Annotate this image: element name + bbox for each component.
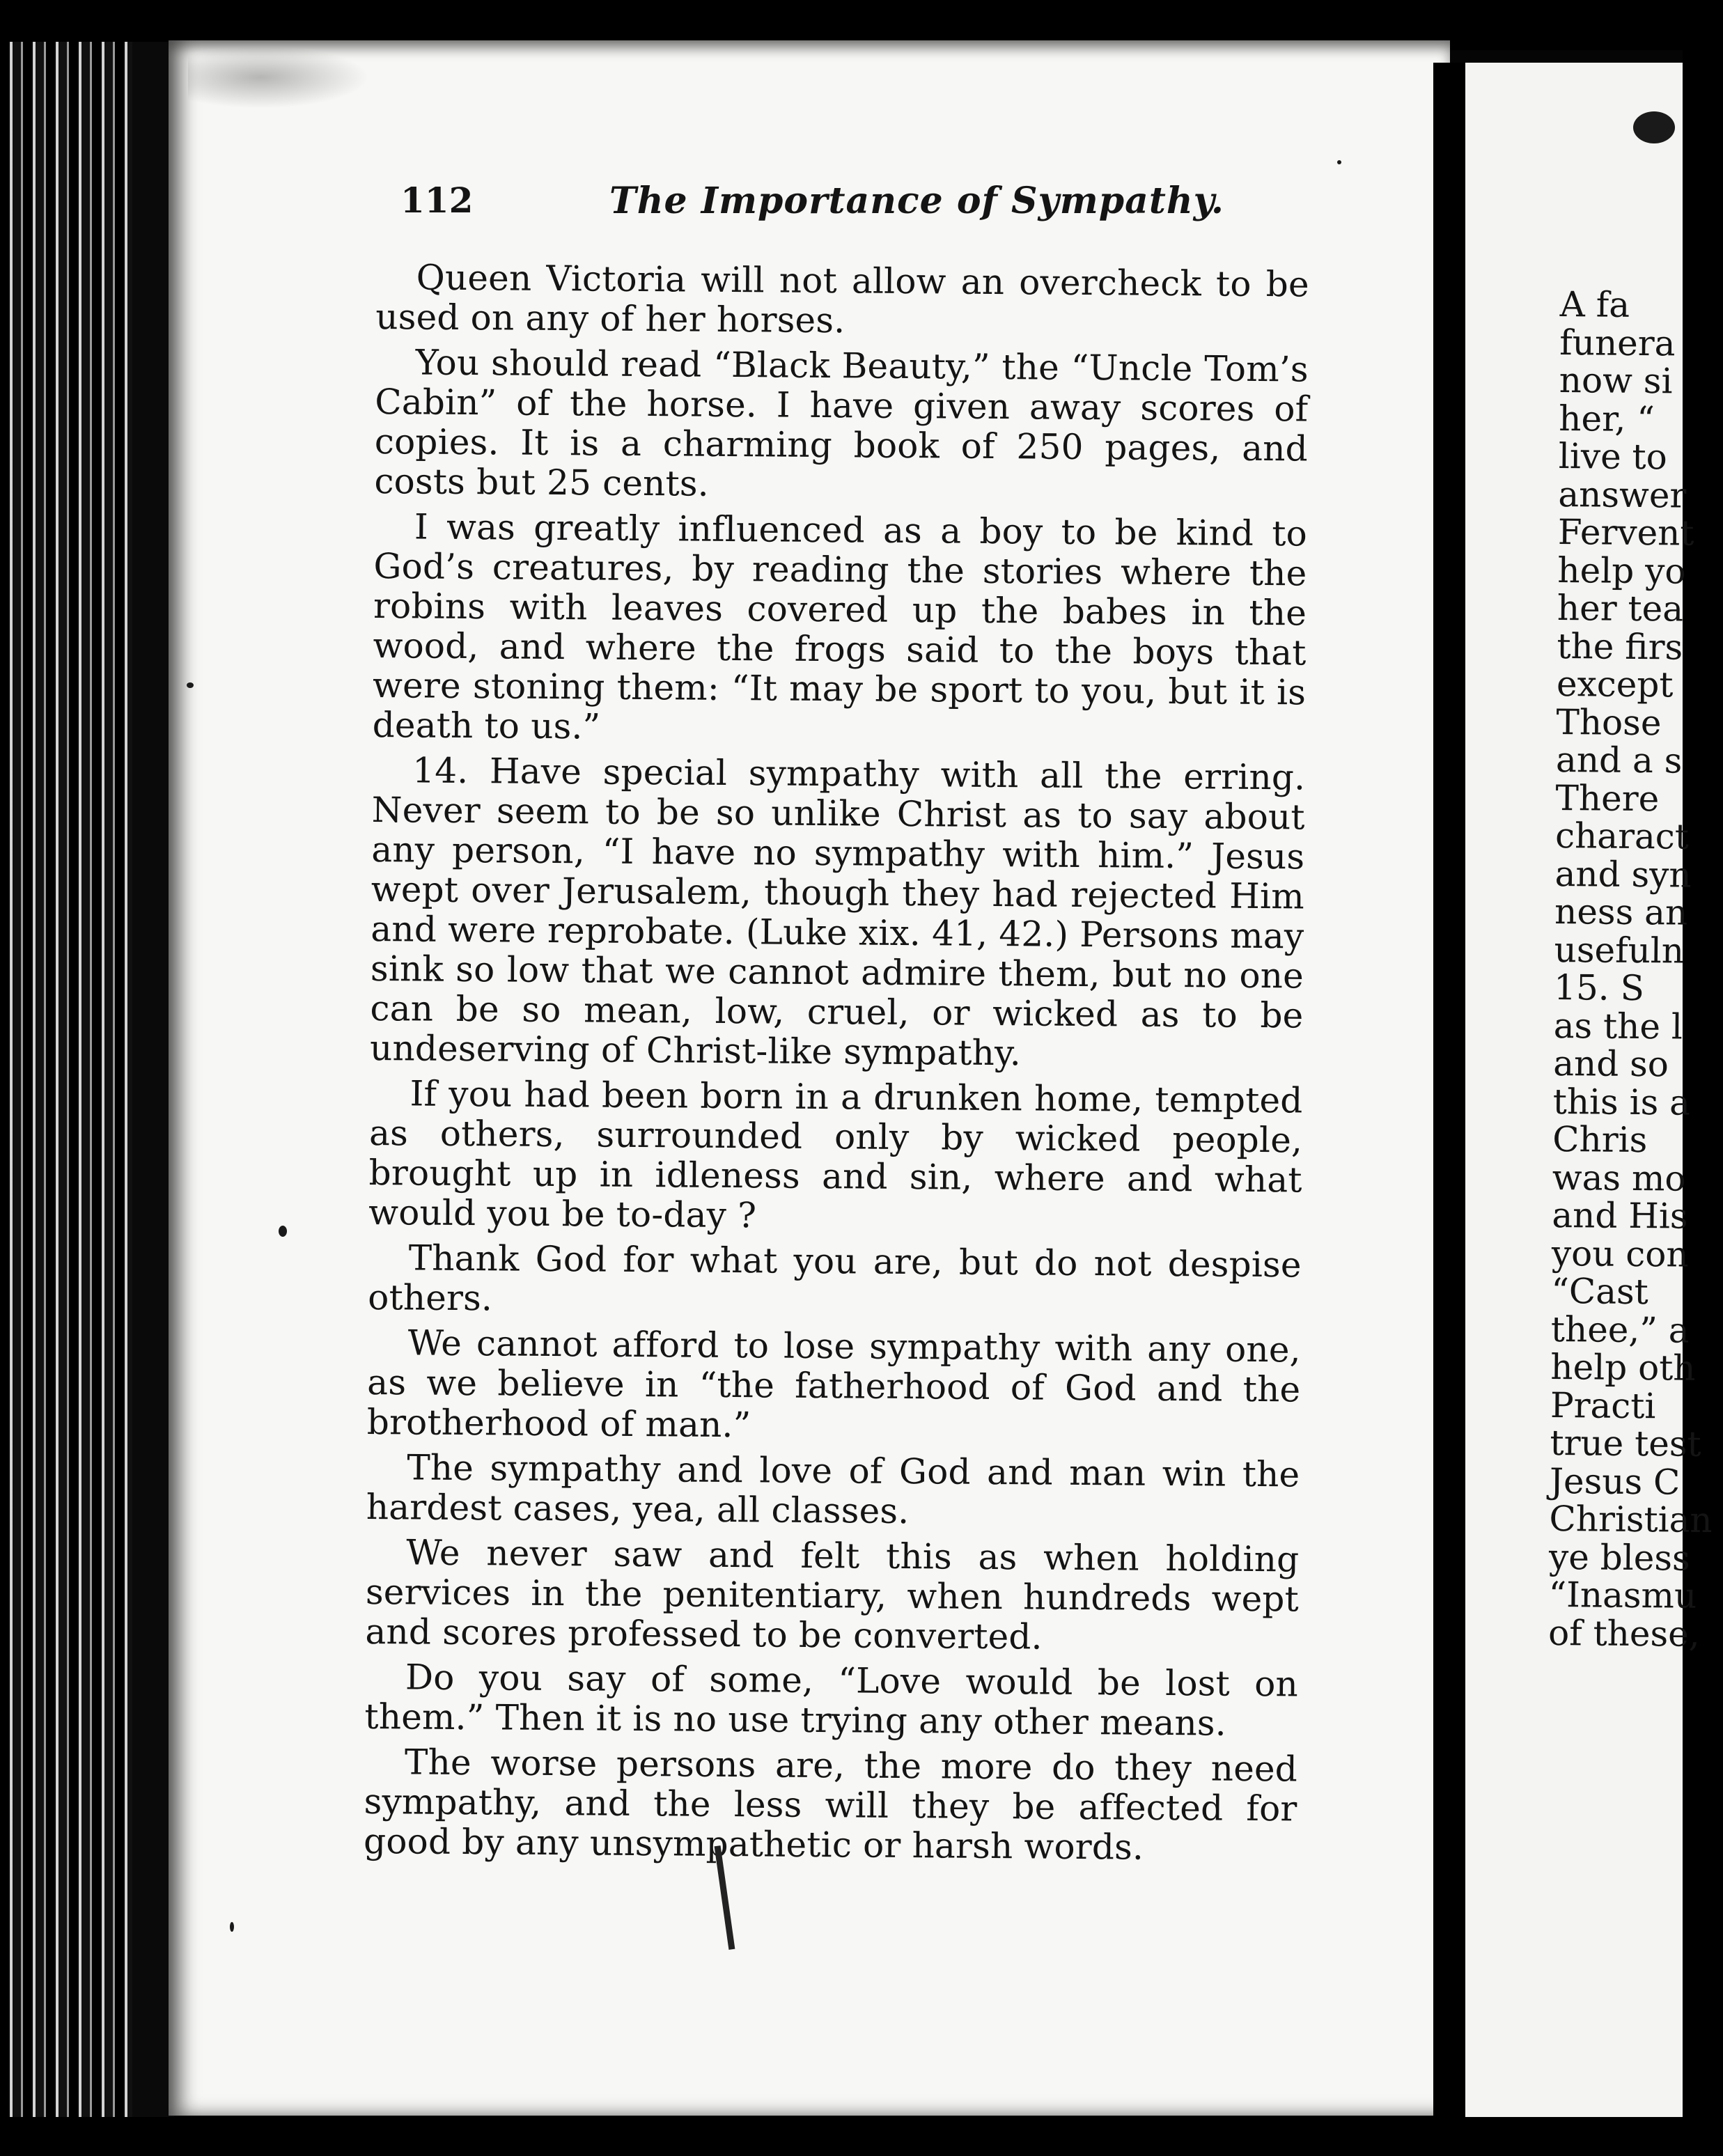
facing-line: true test [1550, 1422, 1701, 1464]
scan-border-bottom [0, 2117, 1683, 2156]
paragraph: We never saw and felt this as when holding services in the penitentiary, when hundreds wept and scores professed to be converted. [365, 1532, 1300, 1657]
facing-line: was mo [1552, 1157, 1686, 1199]
facing-line: and so [1552, 1042, 1669, 1085]
facing-line: you con [1551, 1233, 1689, 1275]
facing-line: now si [1559, 359, 1673, 402]
paragraph: Thank God for what you are, but do not despise others. [368, 1237, 1302, 1319]
facing-line: live to [1558, 435, 1668, 478]
running-head [400, 180, 1348, 235]
facing-line: There [1555, 777, 1660, 819]
page-body [364, 258, 1309, 1868]
facing-line: “Cast [1551, 1270, 1649, 1313]
facing-line: this is a [1552, 1081, 1691, 1123]
dust-speck [230, 1922, 234, 1932]
paragraph: You should read “Black Beauty,” the “Uncle Tom’s Cabin” of the horse. I have given away scores of copies. It is a charming book of 250 pages, and costs but 25 cents. [374, 342, 1309, 504]
facing-line: Those [1556, 701, 1662, 743]
facing-line: funera [1559, 322, 1676, 364]
facing-line: “Inasmu [1548, 1574, 1697, 1616]
facing-line: help oth [1550, 1346, 1696, 1389]
facing-line: ness an [1554, 891, 1688, 933]
facing-line: usefuln [1554, 929, 1685, 971]
dust-speck [1633, 111, 1675, 143]
dust-speck [279, 1226, 287, 1237]
page-smudge [188, 46, 369, 109]
paragraph: We cannot afford to lose sympathy with any one, as we believe in “the fatherhood of God and the brotherhood of man.” [366, 1322, 1301, 1446]
dust-speck [1337, 160, 1341, 164]
paragraph: Do you say of some, “Love would be lost on them.” Then it is no use trying any other means. [364, 1657, 1299, 1744]
paragraph: If you had been born in a drunken home, tempted as others, surrounded only by wicked people, brought up in idleness and sin, where and what would you be to-day ? [368, 1073, 1303, 1236]
center-gutter [1433, 63, 1465, 2138]
facing-line: Practi [1550, 1384, 1656, 1426]
paragraph: Queen Victoria will not allow an overcheck to be used on any of her horses. [375, 257, 1309, 341]
dust-speck [187, 682, 194, 688]
facing-line: thee,” a [1550, 1309, 1690, 1351]
page-number: 112 [400, 180, 474, 221]
facing-line: Fervent [1557, 511, 1694, 554]
paragraph: I was greatly influenced as a boy to be kind to God’s creatures, by reading the stories where the robins with leaves covered up the babes in the wood, and where the frogs said to the boys that were stoning them: “It may be sport to you, but it is death to us.” [372, 506, 1308, 747]
facing-line: and His [1552, 1194, 1688, 1237]
facing-line: ye bless [1548, 1536, 1690, 1579]
running-title: The Importance of Sympathy. [609, 180, 1225, 222]
facing-line: and a s [1555, 739, 1683, 781]
facing-line: as the l [1553, 1005, 1683, 1047]
facing-line: Jesus C [1549, 1460, 1681, 1503]
paragraph: The sympathy and love of God and man win the hardest cases, yea, all classes. [366, 1447, 1300, 1532]
facing-line: Christian [1549, 1498, 1713, 1540]
facing-page-text [1547, 284, 1713, 1655]
facing-line: answer [1558, 474, 1687, 516]
facing-line: except [1556, 663, 1674, 705]
facing-line: the firs [1557, 625, 1683, 668]
facing-line: of these, [1547, 1612, 1700, 1655]
facing-line: Chris [1552, 1118, 1648, 1161]
facing-line: 15. S [1553, 967, 1645, 1009]
facing-line: her, “ [1559, 398, 1655, 439]
facing-line: her tea [1557, 587, 1684, 630]
facing-line: help yo [1557, 549, 1686, 592]
facing-line: and syn [1554, 853, 1692, 896]
spine-shadow [132, 42, 174, 2124]
facing-line: charact [1554, 815, 1690, 857]
paragraph: 14. Have special sympathy with all the erring. Never seem to be so unlike Christ as to say about any person, “I have no sympathy with him.” Jesus wept over Jerusalem, though they had rejected Him and were reprobate. (Luke xix. 41, 42.) Persons may sink so low that we cannot admire them, but no one can be so mean, low, cruel, or wicked as to be undeserving of Christ-like sympathy. [369, 750, 1306, 1074]
facing-line: A fa [1559, 284, 1630, 325]
paragraph: The worse persons are, the more do they need sympathy, and the less will they be affected for good by any unsympathetic or harsh words. [363, 1742, 1298, 1868]
